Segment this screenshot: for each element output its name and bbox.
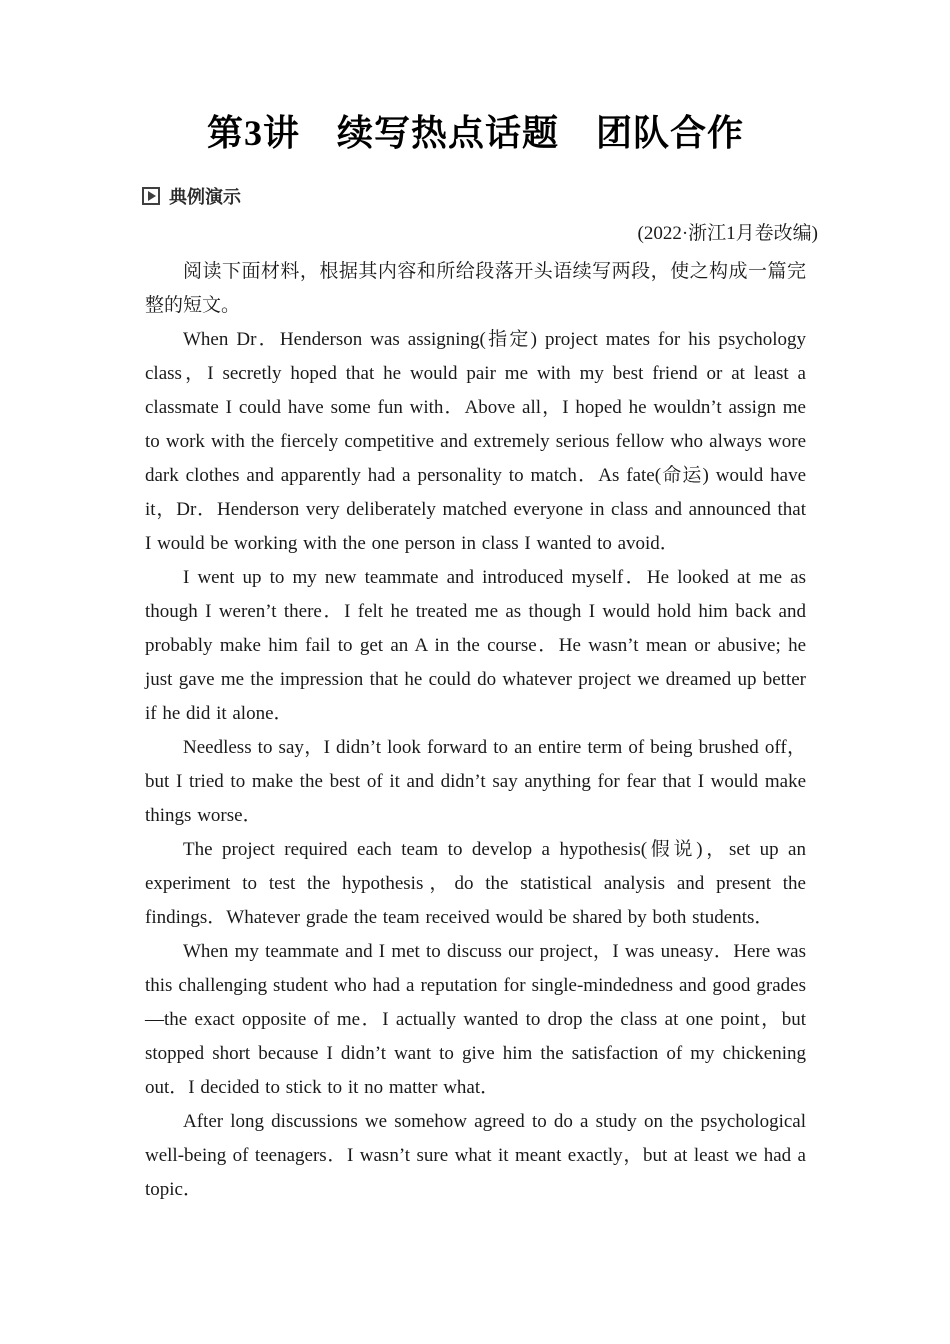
instruction-paragraph: 阅读下面材料，根据其内容和所给段落开头语续写两段，使之构成一篇完整的短文。 — [145, 261, 806, 317]
story-paragraph-1: When Dr．Henderson was assigning(指定) project mates for his psychology class，I secretly hoped that he would pair me with my best friend or at least a classmate I could have some fun with．Above all，I hoped he wouldn’t assign me to work with the fiercely competitive and extremely serious fellow who always wore dark clothes and apparently had a personality to match．As fate(命运) would have it，Dr．Henderson very deliberately matched everyone in class and announced that I would be working with the one person in class I wanted to avoid． — [145, 329, 806, 555]
play-square-icon — [142, 187, 160, 205]
story-paragraph-2: I went up to my new teammate and introduced myself．He looked at me as though I weren’t there．I felt he treated me as though I would hold him back and probably make him fail to get an A in the course．He wasn’t mean or abusive; he just gave me the impression that he could do whatever project we dreamed up better if he did it alone． — [145, 567, 806, 725]
story-paragraph-3: Needless to say，I didn’t look forward to an entire term of being brushed off，but I tried to make the best of it and didn’t say anything for fear that I would make things worse． — [145, 737, 806, 827]
play-triangle-icon — [148, 191, 156, 201]
story-paragraph-4: The project required each team to develop a hypothesis(假说)，set up an experiment to test the hypothesis，do the statistical analysis and present the findings．Whatever grade the team received would be shared by both students． — [145, 839, 806, 929]
section-label: 典例演示 — [169, 187, 241, 208]
source-note: (2022·浙江1月卷改编) — [637, 223, 818, 245]
story-paragraph-5: When my teammate and I met to discuss our project，I was uneasy．Here was this challenging student who had a reputation for single-mindedness and good grades—the exact opposite of me．I actually wanted to drop the class at one point，but stopped short because I didn’t want to give him the satisfaction of my chickening out．I decided to stick to it no matter what． — [145, 941, 806, 1099]
story-paragraph-6: After long discussions we somehow agreed to do a study on the psychological well-being of teenagers．I wasn’t sure what it meant exactly，but at least we had a topic． — [145, 1111, 806, 1201]
page-title: 第3讲 续写热点话题 团队合作 — [206, 113, 744, 153]
section-header — [142, 183, 806, 209]
